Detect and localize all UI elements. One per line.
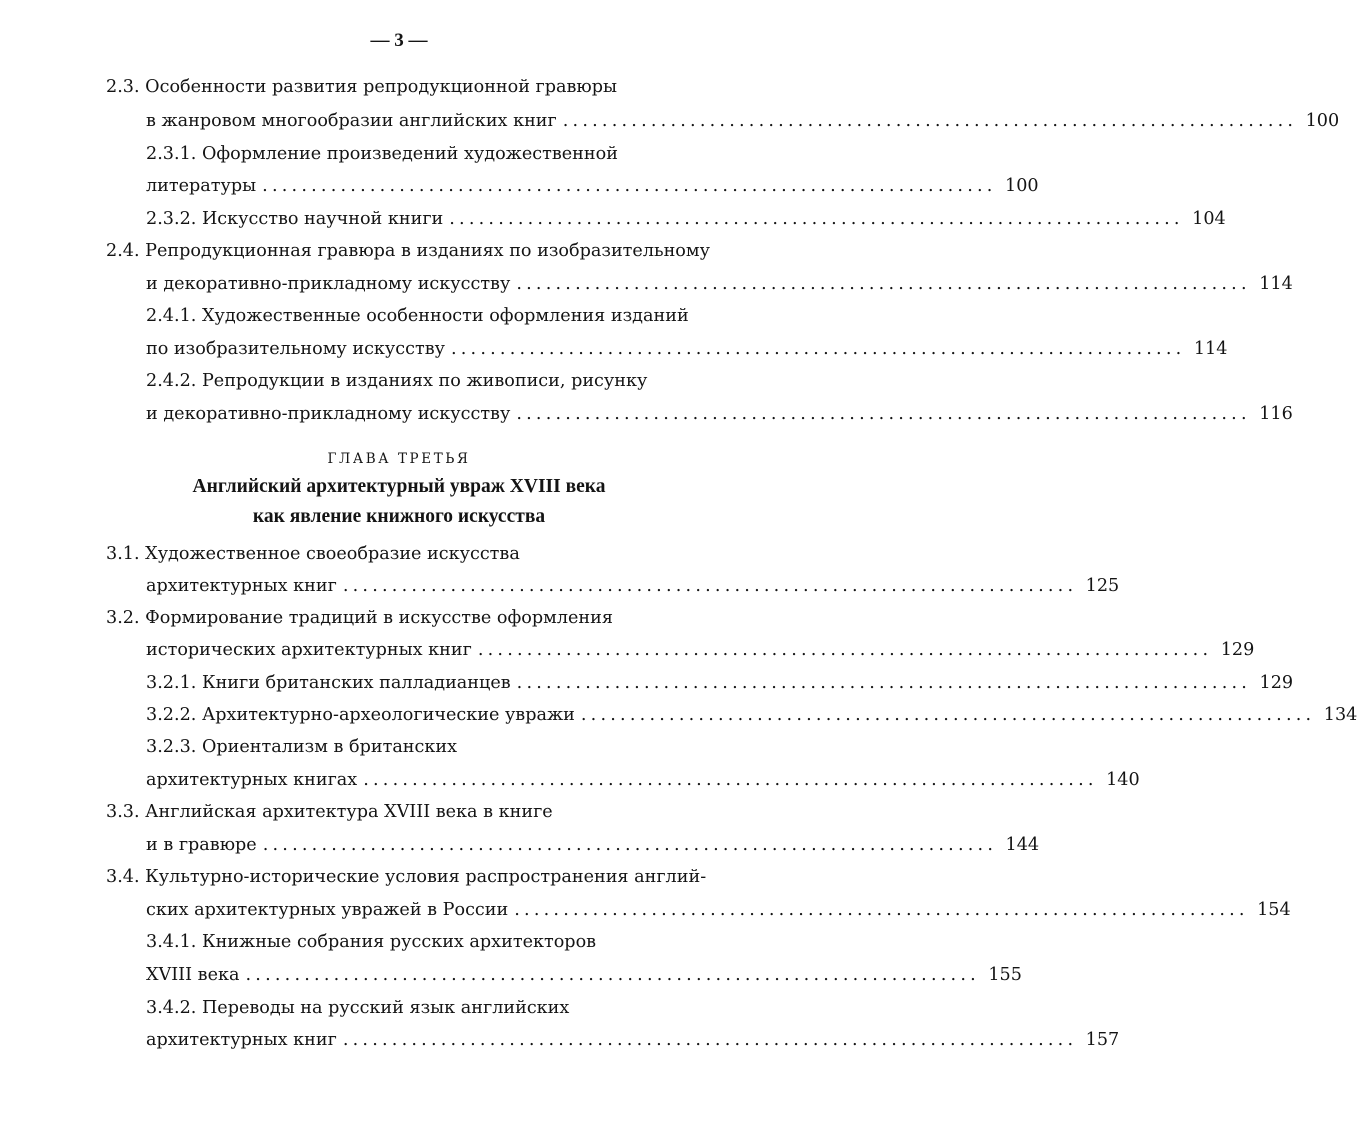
dot-leader: ........................................................................... — [363, 770, 1098, 790]
toc-entry-3-2-3-leader[interactable] — [146, 767, 1140, 793]
entry-title-cont: по изобразительному искусству — [146, 339, 445, 359]
chapter-label: ГЛАВА ТРЕТЬЯ — [327, 451, 471, 467]
dot-leader: ........................................................................... — [342, 1030, 1078, 1050]
entry-page: 134 — [1323, 705, 1357, 725]
chapter-title-line1: Английский архитектурный увраж XVIII века — [192, 476, 606, 497]
entry-number: 3.3. — [106, 802, 140, 822]
entry-number: 3.2.1. — [146, 673, 197, 693]
dot-leader: ........................................................................... — [245, 965, 980, 985]
entry-title: Английская архитектура XVIII века в книге — [145, 802, 553, 822]
entry-page: 155 — [988, 965, 1022, 985]
entry-title-text: Искусство научной книги — [201, 209, 444, 229]
entry-title-cont: и декоративно-прикладному искусству — [146, 404, 511, 424]
entry-page: 129 — [1220, 640, 1255, 660]
entry-title-cont: архитектурных книгах — [146, 770, 358, 790]
entry-number: 3.4. — [106, 867, 140, 887]
toc-entry-2-4-title — [106, 238, 710, 264]
entry-number: 3.4.2. — [146, 998, 197, 1018]
entry-title-cont: архитектурных книг — [146, 1030, 337, 1050]
toc-entry-2-4-2-title — [146, 368, 647, 394]
entry-title: Ориентализм в британских — [201, 737, 458, 757]
entry-number: 3.2.3. — [146, 737, 197, 757]
entry-title: Репродукционная гравюра в изданиях по изобразительному — [145, 241, 710, 261]
entry-page: 157 — [1085, 1030, 1120, 1050]
entry-title — [146, 206, 443, 232]
entry-page: 104 — [1192, 209, 1226, 229]
entry-number: 2.4. — [106, 241, 140, 261]
toc-entry-3-3-title — [106, 799, 553, 825]
entry-number: 2.4.1. — [146, 306, 197, 326]
entry-title-text: Архитектурно-археологические увражи — [201, 705, 575, 725]
entry-title: Особенности развития репродукционной гравюры — [145, 77, 618, 97]
entry-title: Оформление произведений художественной — [201, 144, 618, 164]
chapter-title-line2: как явление книжного искусства — [252, 506, 546, 527]
entry-title: Культурно-исторические условия распространения англий- — [145, 867, 707, 887]
entry-page: 116 — [1259, 404, 1293, 424]
toc-entry-2-3-title — [106, 74, 617, 100]
entry-title-cont: исторических архитектурных книг — [146, 640, 472, 660]
entry-number: 2.3.2. — [146, 209, 197, 229]
toc-entry-2-3-2[interactable] — [146, 206, 1226, 232]
dot-leader: ........................................................................... — [562, 111, 1298, 131]
entry-title — [146, 702, 575, 728]
toc-entry-3-3-leader[interactable] — [146, 832, 1040, 858]
page-number: — 3 — — [370, 30, 428, 51]
entry-title-cont: ских архитектурных увражей в России — [146, 900, 509, 920]
entry-number: 2.3.1. — [146, 144, 197, 164]
dot-leader: ........................................................................... — [450, 339, 1186, 359]
entry-title: Переводы на русский язык английских — [201, 998, 570, 1018]
toc-entry-3-4-title — [106, 864, 706, 890]
entry-title-cont: архитектурных книг — [146, 576, 337, 596]
entry-title-cont: в жанровом многообразии английских книг — [146, 111, 557, 131]
entry-title-cont: и в гравюре — [146, 835, 257, 855]
toc-entry-2-3-leader[interactable] — [146, 108, 1340, 134]
toc-entry-3-2-3-title — [146, 734, 457, 760]
entry-title: Книжные собрания русских архитекторов — [201, 932, 597, 952]
entry-number: 3.1. — [106, 544, 140, 564]
dot-leader: ........................................................................... — [516, 673, 1252, 693]
entry-page: 154 — [1257, 900, 1291, 920]
dot-leader: ........................................................................... — [262, 835, 998, 855]
toc-entry-3-2-1[interactable] — [146, 670, 1294, 696]
toc-entry-3-4-1-leader[interactable] — [146, 962, 1022, 988]
entry-number: 3.4.1. — [146, 932, 197, 952]
dot-leader: ........................................................................... — [514, 900, 1249, 920]
entry-title: Репродукции в изданиях по живописи, рисунку — [201, 371, 648, 391]
toc-entry-3-4-leader[interactable] — [146, 897, 1291, 923]
entry-page: 100 — [1005, 176, 1039, 196]
toc-entry-2-4-1-title — [146, 303, 689, 329]
dot-leader: ........................................................................... — [342, 576, 1078, 596]
dot-leader: ........................................................................... — [477, 640, 1213, 660]
toc-entry-2-3-1-title — [146, 141, 618, 167]
entry-title — [146, 670, 511, 696]
toc-entry-3-4-2-title — [146, 995, 569, 1021]
toc-entry-3-2-leader[interactable] — [146, 637, 1255, 663]
entry-number: 2.4.2. — [146, 371, 197, 391]
entry-page: 140 — [1106, 770, 1140, 790]
entry-number: 3.2.2. — [146, 705, 197, 725]
dot-leader: ........................................................................... — [580, 705, 1316, 725]
toc-entry-3-2-2[interactable] — [146, 702, 1357, 728]
entry-title-cont: и декоративно-прикладному искусству — [146, 274, 511, 294]
entry-number: 3.2. — [106, 608, 140, 628]
entry-number: 2.3. — [106, 77, 140, 97]
entry-title-cont: XVIII века — [146, 965, 240, 985]
entry-title: Художественное своеобразие искусства — [145, 544, 520, 564]
entry-page: 114 — [1193, 339, 1228, 359]
toc-entry-3-2-title — [106, 605, 613, 631]
toc-entry-3-1-title — [106, 541, 520, 567]
entry-title: Художественные особенности оформления изданий — [201, 306, 689, 326]
entry-page: 129 — [1259, 673, 1294, 693]
entry-page: 100 — [1305, 111, 1340, 131]
entry-page: 114 — [1259, 274, 1293, 294]
entry-title: Формирование традиций в искусстве оформления — [145, 608, 613, 628]
toc-entry-2-4-leader[interactable] — [146, 271, 1293, 297]
entry-title-text: Книги британских палладианцев — [201, 673, 511, 693]
entry-title-cont: литературы — [146, 176, 257, 196]
toc-entry-2-4-1-leader[interactable] — [146, 336, 1228, 362]
toc-entry-3-1-leader[interactable] — [146, 573, 1120, 599]
toc-entry-2-4-2-leader[interactable] — [146, 401, 1293, 427]
toc-entry-3-4-2-leader[interactable] — [146, 1027, 1120, 1053]
entry-page: 144 — [1005, 835, 1040, 855]
dot-leader: ........................................................................... — [516, 404, 1251, 424]
toc-entry-3-4-1-title — [146, 929, 596, 955]
dot-leader: ........................................................................... — [262, 176, 997, 196]
entry-page: 125 — [1085, 576, 1120, 596]
dot-leader: ........................................................................... — [516, 274, 1251, 294]
toc-entry-2-3-1-leader[interactable] — [146, 173, 1039, 199]
dot-leader: ........................................................................... — [449, 209, 1184, 229]
